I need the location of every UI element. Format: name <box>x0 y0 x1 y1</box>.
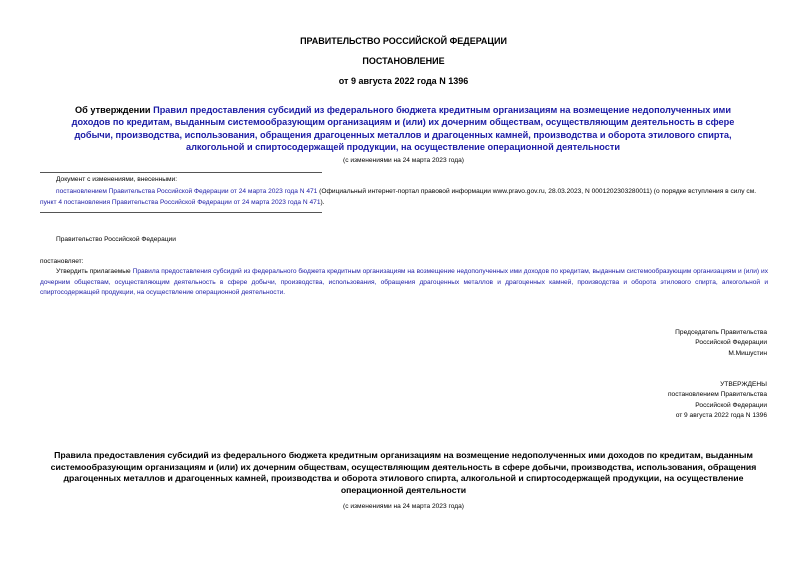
signature-block <box>675 328 767 359</box>
amendments-text <box>40 186 768 208</box>
approved-block <box>668 380 767 422</box>
amendments-bottom-divider <box>40 212 322 213</box>
approved-by: постановлением Правительства <box>667 391 767 399</box>
approved-date: от 9 августа 2022 года N 1396 <box>675 412 767 420</box>
amendments-heading: Документ с изменениями, внесенными: <box>56 176 178 183</box>
amendment-end-text: ). <box>320 199 325 206</box>
decree-title <box>58 104 748 153</box>
rules-version-note: (с изменениями на 24 марта 2023 года) <box>343 503 464 510</box>
document-type-heading: ПОСТАНОВЛЕНИЕ <box>362 56 445 66</box>
signature-name: М.Мишустин <box>728 349 767 357</box>
amendment-clause-link[interactable]: пункт 4 постановления Правительства Российской Федерации от 24 марта 2023 года N 471 <box>40 199 321 206</box>
approved-country: Российской Федерации <box>695 401 767 409</box>
decree-date-number: от 9 августа 2022 года N 1396 <box>338 76 469 86</box>
signature-country: Российской Федерации <box>695 339 767 347</box>
approve-paragraph <box>40 267 768 299</box>
decree-title-prefix: Об утверждении <box>75 105 151 115</box>
resolves-text: постановляет: <box>40 258 84 265</box>
government-heading: ПРАВИТЕЛЬСТВО РОССИЙСКОЙ ФЕДЕРАЦИИ <box>300 36 507 46</box>
approved-rules-link[interactable]: Правила предоставления субсидий из федерального бюджета кредитным организациям на возмещение недополученных ими доходов по кредитам, выданным системообразующим организациям и (или) их дочерним обществам, осуществляющим деятельность в сфере добычи, производства, использования, обращения драгоценных металлов и драгоценных камней, производства и оборота этилового спирта, алкогольной и спиртосодержащей продукции, на осуществление операционной деятельности. <box>40 268 769 297</box>
rules-title: Правила предоставления субсидий из федерального бюджета кредитным организациям на возмещение недополученных ими доходов по кредитам, выданным системообразующим организациям и (или) их дочерним обществам, осуществляющим деятельность в сфере добычи, производства, использования, обращения драгоценных металлов и драгоценных камней, производства и оборота этилового спирта, алкогольной и спиртосодержащей продукции, на осуществление операционной деятельности <box>50 450 757 495</box>
amendment-decree-link[interactable]: постановлением Правительства Российской Федерации от 24 марта 2023 года N 471 <box>56 188 318 195</box>
signature-position: Председатель Правительства <box>675 329 767 336</box>
rules-link[interactable]: Правил предоставления субсидий из федерального бюджета кредитным организациям на возмещение недополученных ими доходов по кредитам, выданным системообразующим организациям и (или) их дочерним обществам, осуществляющим деятельность в сфере добычи, производства, использования, обращения драгоценных металлов и драгоценных камней, производства и оборота этилового спирта, алкогольной и спиртосодержащей продукции, на осуществление операционной деятельности <box>71 105 735 152</box>
approve-prefix: Утвердить прилагаемые <box>56 268 131 275</box>
approved-label: УТВЕРЖДЕНЫ <box>720 381 767 388</box>
version-note: (с изменениями на 24 марта 2023 года) <box>343 157 464 164</box>
amendment-source-text: (Официальный интернет-портал правовой информации www.pravo.gov.ru, 28.03.2023, N 0001202303280011) (о порядке вступления в силу см. <box>317 188 757 195</box>
government-name: Правительство Российской Федерации <box>56 236 176 243</box>
amendments-top-divider <box>40 172 322 173</box>
